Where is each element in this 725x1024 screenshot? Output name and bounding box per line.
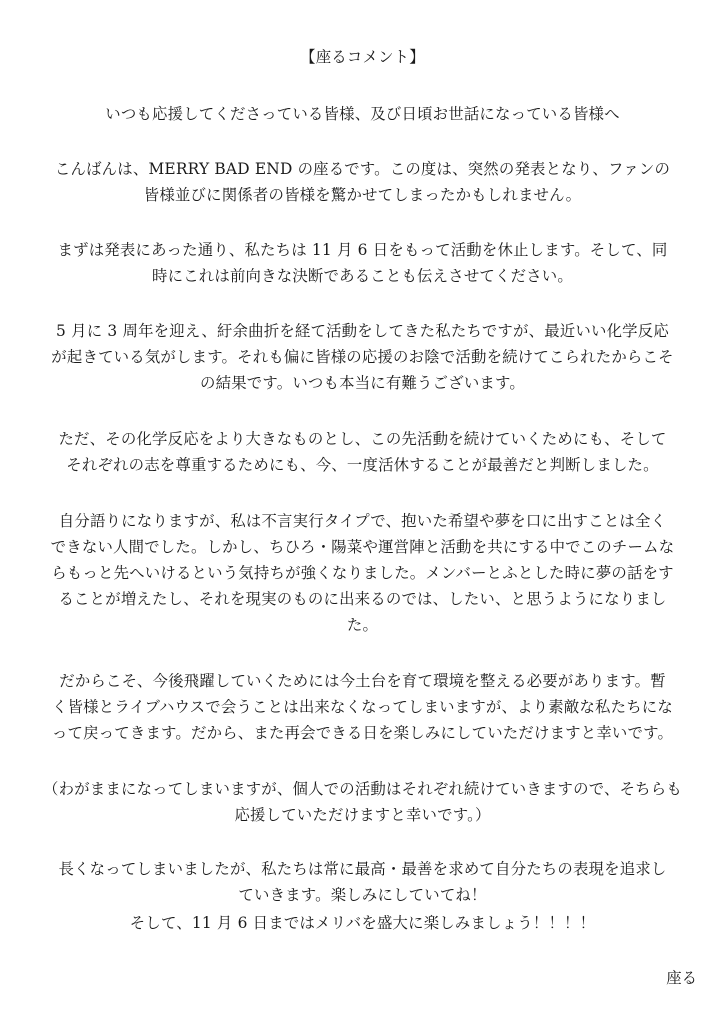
paragraph-6-line-1: だからこそ、今後飛躍していくためには今土台を育て環境を整える必要があります。暫 — [59, 672, 666, 690]
letter-greeting: いつも応援してくださっている皆様、及び日頃お世話になっている皆様へ — [105, 105, 620, 123]
paragraph-5-line-4: ることが増えたし、それを現実のものに出来るのでは、したい、と思うようになりまし — [58, 590, 667, 608]
letter-title: 【座るコメント】 — [300, 48, 425, 66]
paragraph-6-line-3: って戻ってきます。だから、また再会できる日を楽しみにしていただけますと幸いです。 — [51, 724, 674, 742]
paragraph-8-line-1: 長くなってしまいましたが、私たちは常に最高・最善を求めて自分たちの表現を追求し — [58, 860, 667, 878]
paragraph-3-line-2: が起きている気がします。それも偏に皆様の応援のお陰で活動を続けてこられたからこそ — [51, 348, 674, 366]
paragraph-2-line-1: まずは発表にあった通り、私たちは 11 月 6 日をもって活動を休止します。そして、同 — [57, 241, 668, 259]
paragraph-5-line-1: 自分語りになりますが、私は不言実行タイプで、抱いた希望や夢を口に出すことは全く — [58, 512, 667, 530]
paragraph-7-line-1: （わがままになってしまいますが、個人での活動はそれぞれ続けていきますので、そちらも — [43, 780, 682, 798]
paragraph-5-line-2: できない人間でした。しかし、ちひろ・陽菜や運営陣と活動を共にする中でこのチームな — [50, 538, 675, 556]
paragraph-8-line-2: ていきます。楽しみにしていてね！ — [238, 886, 487, 904]
signature: 座る — [666, 969, 697, 987]
paragraph-8-line-3: そして、11 月 6 日まではメリバを盛大に楽しみましょう！！！！ — [129, 914, 596, 932]
paragraph-1-line-1: こんばんは、MERRY BAD END の座るです。この度は、突然の発表となり、ファンの — [54, 160, 671, 178]
paragraph-4-line-2: それぞれの志を尊重するためにも、今、一度活休することが最善だと判断しました。 — [66, 456, 659, 474]
paragraph-5-line-3: らもっと先へいけるという気持ちが強くなりました。メンバーとふとした時に夢の話をす — [51, 564, 674, 582]
paragraph-3-line-3: の結果です。いつも本当に有難うございます。 — [200, 374, 525, 392]
paragraph-4-line-1: ただ、その化学反応をより大きなものとし、この先活動を続けていくためにも、そして — [58, 430, 667, 448]
paragraph-5-line-5: た。 — [346, 616, 379, 634]
paragraph-2-line-2: 時にこれは前向きな決断であることも伝えさせてください。 — [152, 267, 573, 285]
paragraph-1-line-2: 皆様並びに関係者の皆様を驚かせてしまったかもしれません。 — [143, 186, 582, 204]
paragraph-6-line-2: く皆様とライブハウスで会うことは出来なくなってしまいますが、より素敵な私たちにな — [51, 698, 673, 716]
paragraph-7-line-2: 応援していただけますと幸いです。） — [234, 806, 491, 824]
paragraph-3-line-1: 5 月に 3 周年を迎え、紆余曲折を経て活動をしてきた私たちですが、最近いい化学反応 — [56, 322, 669, 340]
